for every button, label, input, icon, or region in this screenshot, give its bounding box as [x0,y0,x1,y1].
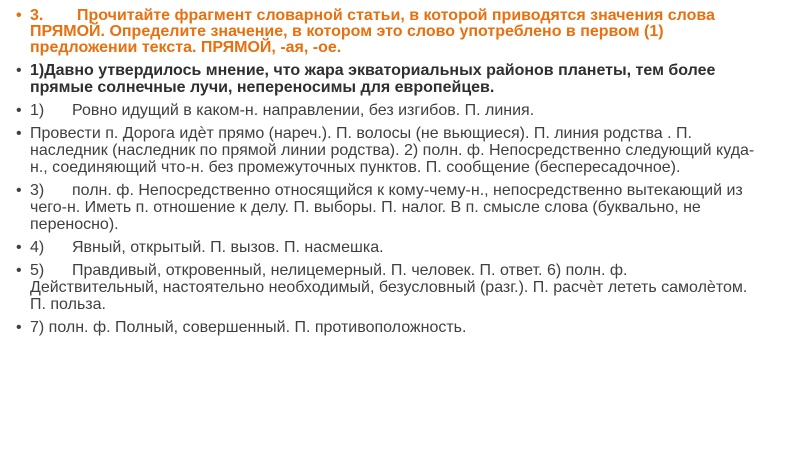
meaning-text: 7) полн. ф. Полный, совершенный. П. противоположность. [30,319,467,336]
meaning-5 [16,262,760,313]
bullet: • [16,7,22,24]
meaning-number: 4) [30,239,45,256]
meaning-1 [16,102,760,119]
meaning-7 [16,319,760,336]
meaning-4 [16,239,760,256]
bullet: • [16,262,22,279]
meaning-text: полн. ф. Непосредственно относящийся к кому-чему-н., непосредственно вытекающий из чего-н. Иметь п. отношение к делу. П. выборы. П. налог. В п. смысле слова (буквально, не переносно). [30,182,743,233]
task-instruction: Прочитайте фрагмент словарной статьи, в которой приводятся значения слова ПРЯМОЙ. Определите значение, в котором это слово употреблено в первом (1) предложении текста. ПРЯМОЙ, -ая, -ое. [30,7,715,56]
meaning-number: 1) [30,102,45,119]
meaning-number: 5) [30,262,45,279]
meaning-text: Правдивый, откровенный, нелицемерный. П. человек. П. ответ. 6) полн. ф. Действительный, настоятельно необходимый, безусловный (разг.). П. расчѐт лететь самолѐтом. П. польза. [30,262,748,313]
meaning-text: Ровно идущий в каком-н. направлении, без изгибов. П. линия. [72,102,535,119]
bullet: • [16,239,22,256]
bullet: • [16,125,22,142]
bullet: • [16,102,22,119]
meaning-text: Явный, открытый. П. вызов. П. насмешка. [72,239,384,256]
task-heading [16,7,760,56]
bullet: • [16,319,22,336]
meaning-number: 3) [30,182,45,199]
meaning-text: Провести п. Дорога идѐт прямо (нареч.). П. волосы (не вьющиеся). П. линия родства . П. наследник (наследник по прямой линии родства). 2) полн. ф. Непосредственно следующий куда-н., соединяющий что-н. без промежуточных пунктов. П. сообщение (беспересадочное). [30,125,755,176]
source-sentence [16,62,760,96]
meaning-3 [16,182,760,233]
bullet: • [16,182,22,199]
task-text [30,7,715,56]
source-sentence-text: 1)Давно утвердилось мнение, что жара экваториальных районов планеты, тем более прямые солнечные лучи, непереносимы для европейцев. [30,62,716,96]
task-number: 3. [30,7,44,24]
bullet: • [16,62,22,79]
meaning-1-examples [16,125,760,176]
